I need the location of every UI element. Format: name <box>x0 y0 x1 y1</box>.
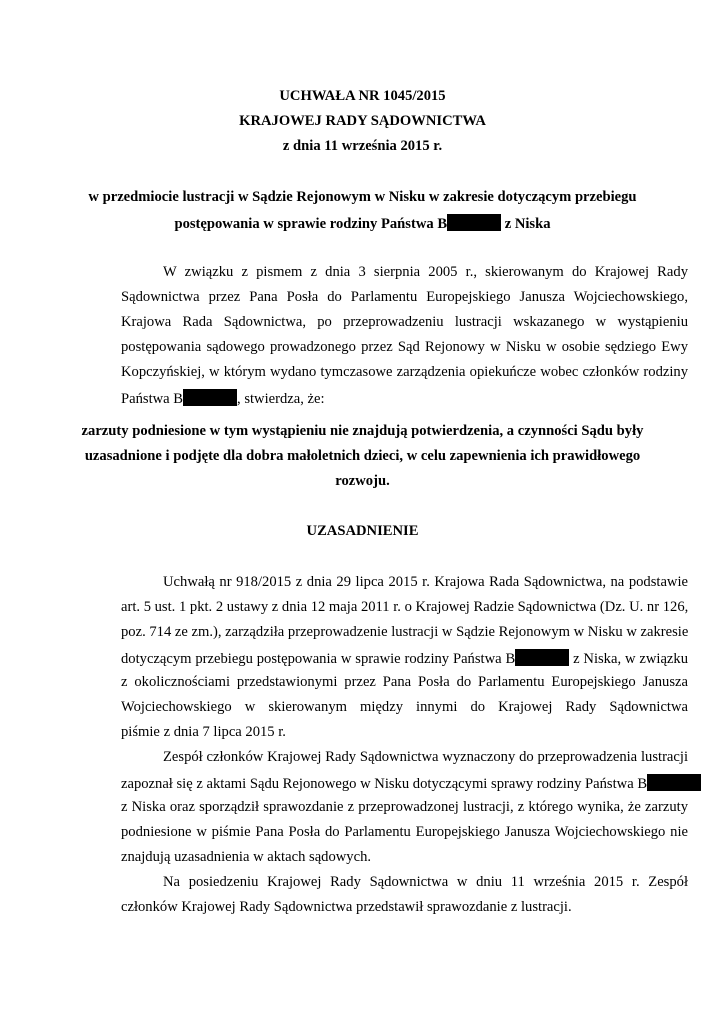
para3-line-4: podniesione w piśmie Pana Posła do Parlamentu Europejskiego Janusza Wojciechowskiego nie <box>121 824 688 840</box>
para3-line-1: Zespół członków Krajowej Rady Sądownictwa wyznaczony do przeprowadzenia lustracji <box>163 749 688 765</box>
redaction-block <box>183 389 237 406</box>
para1-line-1: W związku z pismem z dnia 3 sierpnia 2005 r., skierowanym do Krajowej Rady <box>163 264 688 280</box>
para2-line-3: poz. 714 ze zm.), zarządziła przeprowadzenie lustracji w Sądzie Rejonowym w Nisku w zakresie <box>121 624 689 640</box>
para3-line-3: z Niska oraz sporządził sprawozdanie z przeprowadzonej lustracji, z którego wynika, że zarzuty <box>121 799 688 815</box>
para4-line-1: Na posiedzeniu Krajowej Rady Sądownictwa w dniu 11 września 2015 r. Zespół <box>163 874 688 890</box>
para2-line-2: art. 5 ust. 1 pkt. 2 ustawy z dnia 12 maja 2011 r. o Krajowej Radzie Sądownictwa (Dz. U. nr 126, <box>121 599 689 615</box>
subject-line-2: postępowania w sprawie rodziny Państwa B z Niska <box>174 216 551 232</box>
council-name: KRAJOWEJ RADY SĄDOWNICTWA <box>239 113 486 129</box>
finding-line-3: rozwoju. <box>335 473 390 489</box>
para3-line-2: zapoznał się z aktami Sądu Rejonowego w Nisku dotyczącymi sprawy rodziny Państwa B <box>121 774 688 793</box>
subject-line-1: w przedmiocie lustracji w Sądzie Rejonowym w Nisku w zakresie dotyczącym przebiegu <box>88 189 637 205</box>
para4-line-2: członków Krajowej Rady Sądownictwa przedstawił sprawozdanie z lustracji. <box>121 899 572 915</box>
para2-line-6: Wojciechowskiego w skierowanym między innymi do Krajowej Rady Sądownictwa <box>121 699 688 715</box>
para1-line-4: postępowania sądowego prowadzonego przez Sąd Rejonowy w Nisku w osobie sędziego Ewy <box>121 339 688 355</box>
para1-line-2: Sądownictwa przez Pana Posła do Parlamentu Europejskiego Janusza Wojciechowskiego, <box>121 289 688 305</box>
para1-line-3: Krajowa Rada Sądownictwa, po przeprowadzeniu lustracji wskazanego w wystąpieniu <box>121 314 688 330</box>
redaction-block <box>647 774 701 791</box>
redaction-block <box>447 214 501 231</box>
finding-line-2: uzasadnione i podjęte dla dobra małoletnich dzieci, w celu zapewnienia ich prawidłowego <box>84 448 641 464</box>
resolution-number: UCHWAŁA NR 1045/2015 <box>279 88 446 104</box>
resolution-date: z dnia 11 września 2015 r. <box>282 138 443 154</box>
justification-heading: UZASADNIENIE <box>306 523 419 539</box>
finding-line-1: zarzuty podniesione w tym wystąpieniu nie znajdują potwierdzenia, a czynności Sądu były <box>81 423 644 439</box>
para1-line-6: Państwa B , stwierdza, że: <box>121 391 325 407</box>
para2-line-7: piśmie z dnia 7 lipca 2015 r. <box>121 724 286 740</box>
redaction-block <box>515 649 569 666</box>
para2-line-4: dotyczącym przebiegu postępowania w sprawie rodziny Państwa B z Niska, w związku <box>121 651 688 667</box>
para3-line-5: znajdują uzasadnienia w aktach sądowych. <box>121 849 372 865</box>
para1-line-5: Kopczyńskiej, w którym wydano tymczasowe zarządzenia opiekuńcze wobec członków rodziny <box>121 364 688 380</box>
para2-line-1: Uchwałą nr 918/2015 z dnia 29 lipca 2015 r. Krajowa Rada Sądownictwa, na podstawie <box>163 574 688 590</box>
para2-line-5: z okolicznościami przedstawionymi przez Pana Posła do Parlamentu Europejskiego Janusza <box>121 674 688 690</box>
